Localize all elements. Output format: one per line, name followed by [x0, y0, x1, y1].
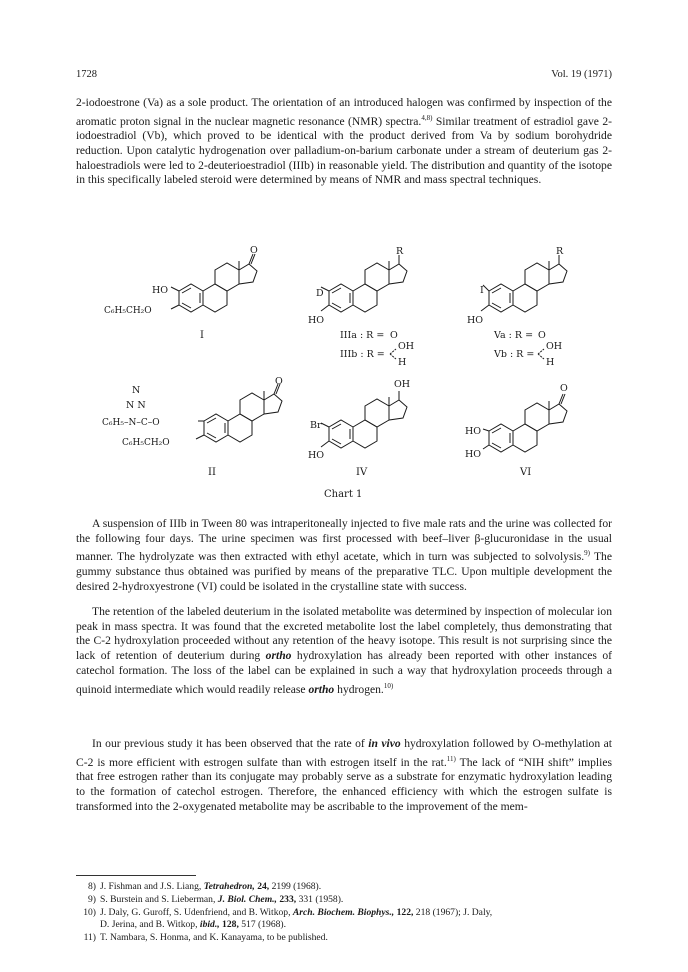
IIIb-OH: OH — [398, 341, 415, 352]
chart-caption: Chart 1 — [324, 489, 363, 500]
p3-sentence-2: It was found that the excreted metabolite lost the label completely, thus demonstrating that the C-2 hydroxylation proceeded without any retention of the heavy isotope. — [76, 619, 612, 648]
VI-ketone-O: O — [560, 383, 568, 394]
p2-sentence-3: The hydrolyzate was then extracted with ethyl acetate, which in turn was subjected to solvolysis. — [117, 550, 585, 564]
Vb-stereo-bond — [538, 349, 544, 359]
footnote-10: 10) J. Daly, G. Guroff, S. Udenfriend, and B. Witkop, Arch. Biochem. Biophys., 122, 218 (1967); J. Daly, D. Jerina, and B. Witkop, ibid., 128, 517 (1968). — [83, 907, 493, 930]
label-II: II — [208, 467, 216, 478]
p4-sentence-1b: hydroxylation followed by O-methylation at C-2 is more efficient with estrogen sulfate than with estrogen itself in the rat. — [76, 737, 612, 769]
label-IV: IV — [356, 467, 368, 478]
V-R: R — [556, 246, 564, 257]
p4-sentence-1a: In our previous study it has been observed that the rate of — [92, 737, 365, 750]
II-ketone-O: O — [275, 376, 283, 387]
structure-IV — [321, 391, 407, 448]
II-N-ring: N N — [126, 400, 146, 411]
p3-sentence-1: The retention of the labeled deuterium in the isolated metabolite was determined by inspection of molecular ion peak in mass spectra. — [76, 605, 612, 633]
paragraph-3 — [76, 605, 612, 697]
ortho-italic: ortho — [265, 649, 292, 663]
structure-V — [481, 255, 567, 312]
IV-OH: OH — [394, 379, 411, 390]
label-VI: VI — [520, 467, 532, 478]
III-HO: HO — [308, 315, 325, 326]
Vb-H: H — [546, 357, 555, 368]
footnote-8: 8) J. Fishman and J.S. Liang, Tetrahedron, 24, 2199 (1968). — [88, 881, 322, 892]
IIIa-label: IIIa : R = — [340, 330, 385, 341]
II-N-top: N — [132, 385, 141, 396]
p1-sentence-2: The orientation of an introduced halogen was confirmed by inspection of the aromatic proton signal in the nuclear magnetic resonance (NMR) spectra. — [76, 96, 612, 128]
p4-sentence-3: Therefore, the enhanced efficiency with which the estrogen sulfate is transformed into the 2-oxygenated metabolite may be ascribable to the improvement of the mem- — [76, 784, 612, 813]
II-benzyloxy: C₆H₅CH₂O — [122, 438, 170, 448]
structures-svg — [76, 245, 612, 510]
IV-HO: HO — [308, 450, 325, 461]
footnote-rule — [76, 875, 196, 876]
Va-label: Va : R = — [494, 330, 534, 341]
I-HO: HO — [152, 285, 169, 296]
p1-sentence-5: The distribution and quantity of the isotope in this specifically labeled steroid were determined by means of NMR and mass spectral techniques. — [76, 158, 612, 187]
in-vivo-italic: in vivo — [368, 737, 401, 750]
IV-Br: Br — [310, 420, 322, 431]
p1-sentence-3: Similar treatment of estradiol gave 2-iodoestradiol (Vb), which proved to be identical with the product derived from Va by sodium borohydride reduction. — [76, 114, 613, 157]
page-number: 1728 — [76, 69, 97, 80]
structure-I — [171, 254, 257, 312]
structure-II — [196, 384, 282, 442]
paragraph-4 — [76, 737, 612, 814]
IIIa-O: O — [390, 330, 398, 341]
footnote-9: 9) S. Burstein and S. Lieberman, J. Biol. Chem., 233, 331 (1958). — [88, 894, 344, 905]
p2-sentence-2: The urine specimen was first processed with beef–liver β-glucuronidase in the usual manner. — [76, 531, 612, 564]
IIIb-H: H — [398, 357, 407, 368]
footnote-11: 11) T. Nambara, S. Honma, and K. Kanayama, to be published. — [83, 932, 328, 943]
I-ketone-O: O — [250, 245, 258, 256]
III-D: D — [316, 288, 324, 299]
chart-1-structures — [76, 245, 612, 510]
paragraph-1 — [76, 96, 612, 188]
VI-HO-lower: HO — [465, 449, 482, 460]
p3-sentence-4b: hydrogen. — [337, 682, 384, 696]
V-I: I — [480, 285, 484, 296]
I-benzyloxy: C₆H₅CH₂O — [104, 306, 152, 316]
p3-sentence-4a: The loss of the label can be explained in such a way that hydroxylation proceeds through a quinoid intermediate which would readily release — [76, 663, 612, 696]
structure-VI — [483, 394, 567, 452]
ortho-italic-2: ortho — [308, 682, 335, 696]
p2-sentence-5: Upon multiple development the desired 2-hydroxyestrone (VI) could be isolated in the crystalline state with success. — [76, 564, 612, 593]
paragraph-2 — [76, 517, 612, 594]
Vb-OH: OH — [546, 341, 563, 352]
p3-sentence-3a: This result is not surprising since the lack of retention of deuterium during — [76, 634, 612, 663]
Vb-label: Vb : R = — [494, 349, 535, 360]
IIIb-label: IIIb : R = — [340, 349, 385, 360]
VI-HO-upper: HO — [465, 426, 482, 437]
journal-volume: Vol. 19 (1971) — [551, 69, 612, 80]
III-R: R — [396, 246, 404, 257]
ref-4-8: 4,8) — [421, 113, 433, 122]
ref-11: 11) — [446, 754, 456, 763]
page-header — [76, 69, 612, 80]
p3-sentence-3b: hydroxylation has already been reported with other instances of catechol formation. — [76, 649, 612, 677]
p4-sentence-2: The lack of “NIH shift” implies that free estrogen rather than its conjugate may probably serve as a substrate for enzymatic hydroxylation leading to the formation of catechol estrogen. — [76, 755, 612, 798]
Va-O: O — [538, 330, 546, 341]
ref-10: 10) — [383, 681, 394, 690]
label-I: I — [200, 330, 204, 341]
p1-sentence-1: 2-iodoestrone (Va) as a sole product. — [76, 96, 249, 109]
structure-III — [321, 255, 407, 312]
p1-sentence-4: Upon catalytic hydrogenation over palladium-on-barium carbonate under a stream of deuterium gas 2-haloestradiols were led to 2-deuterioestradiol (IIIb) in reasonable yield. — [76, 143, 612, 172]
V-HO: HO — [467, 315, 484, 326]
ref-9: 9) — [584, 549, 590, 558]
II-phenyl-triazene: C₆H₅–N–C–O — [102, 418, 160, 428]
p2-sentence-4: The gummy substance thus obtained was purified by means of the preparative TLC. — [76, 550, 612, 578]
p2-sentence-1: A suspension of IIIb in Tween 80 was intraperitoneally injected to five male rats and the urine was collected for the following four days. — [76, 517, 612, 545]
IIIb-stereo-bond — [390, 349, 396, 359]
